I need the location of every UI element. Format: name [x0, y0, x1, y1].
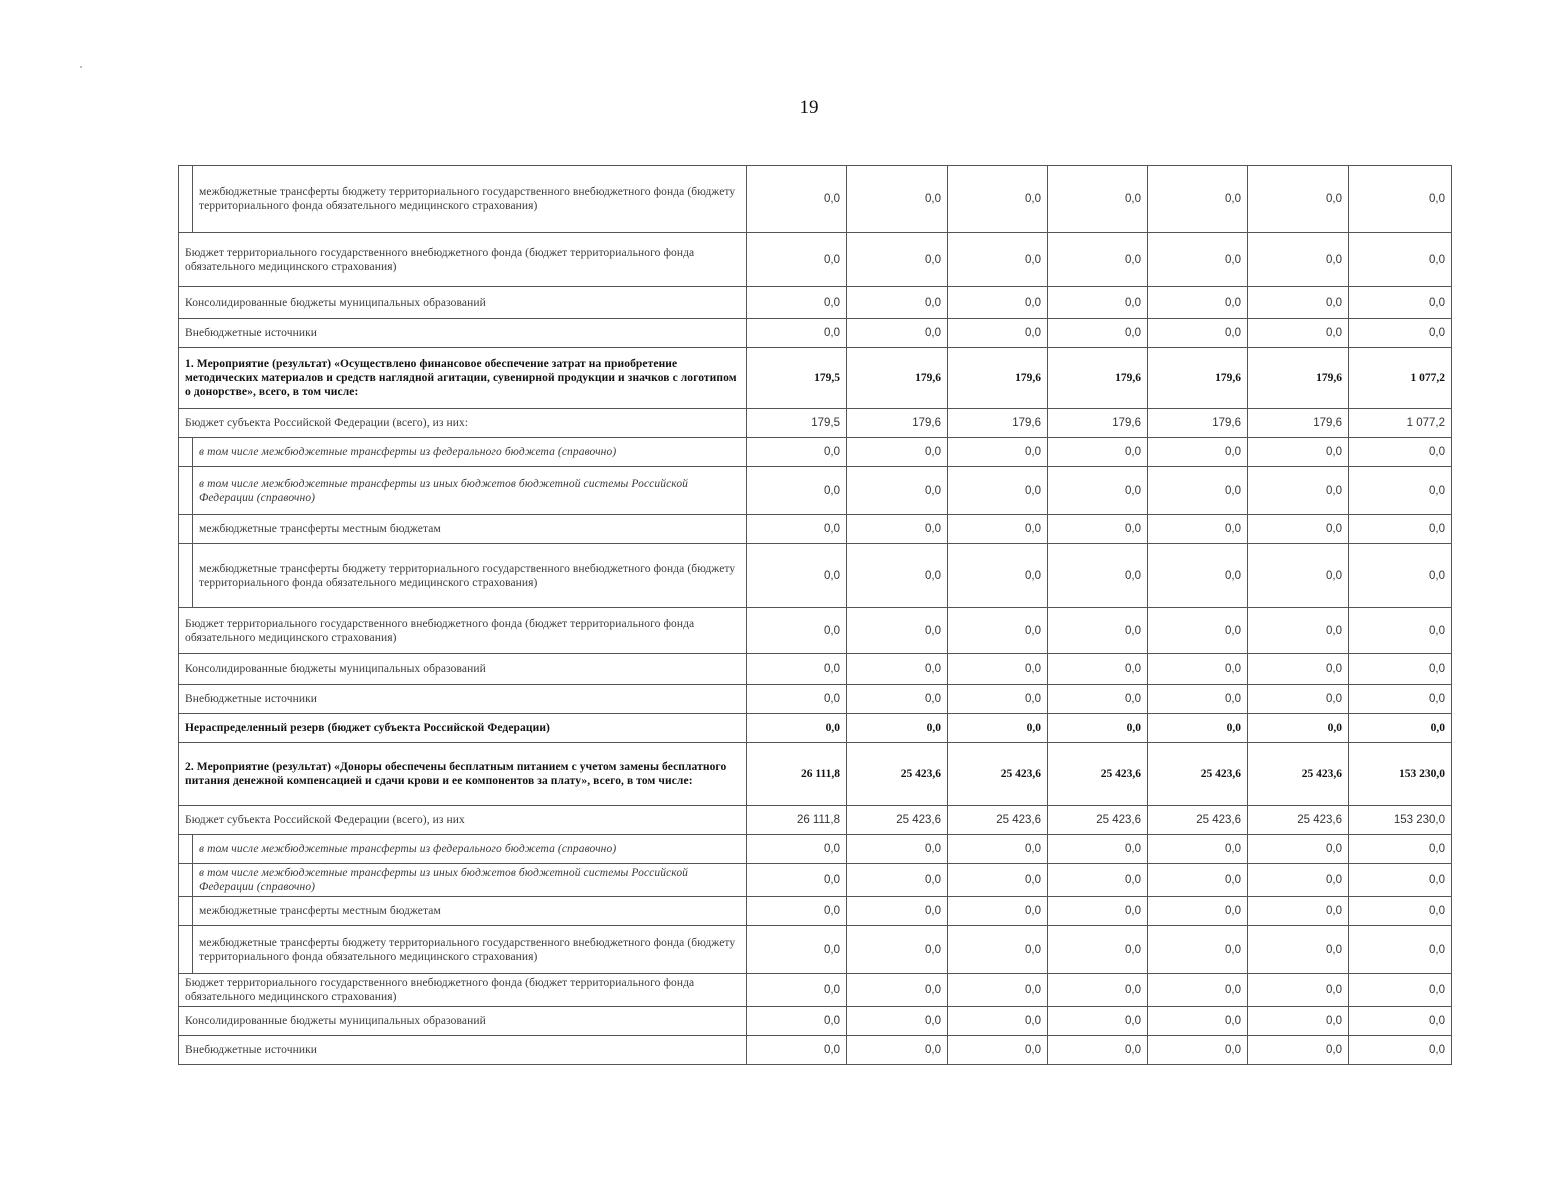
value-cell: 0,0 [1248, 544, 1349, 608]
value-cell: 0,0 [1148, 685, 1248, 714]
value-cell: 0,0 [1349, 1036, 1452, 1065]
value-cell: 0,0 [948, 467, 1048, 515]
value-cell: 0,0 [1048, 287, 1148, 319]
value-cell: 179,6 [847, 409, 948, 438]
value-cell: 179,5 [747, 409, 847, 438]
value-cell: 0,0 [1248, 467, 1349, 515]
value-cell: 0,0 [1048, 467, 1148, 515]
value-cell: 153 230,0 [1349, 806, 1452, 835]
value-cell: 0,0 [747, 714, 847, 743]
indent-cell [179, 166, 193, 233]
value-cell: 0,0 [1248, 835, 1349, 864]
value-cell: 0,0 [747, 974, 847, 1007]
value-cell: 0,0 [1248, 1036, 1349, 1065]
value-cell: 0,0 [847, 714, 948, 743]
value-cell: 26 111,8 [747, 743, 847, 806]
table-row [179, 409, 1452, 438]
value-cell: 0,0 [747, 926, 847, 974]
row-label: межбюджетные трансферты бюджету территориального государственного внебюджетного фонда (бюджету территориального фонда обязательного медицинского страхования) [193, 166, 747, 233]
value-cell: 0,0 [1048, 233, 1148, 287]
value-cell: 0,0 [1349, 166, 1452, 233]
value-cell: 0,0 [747, 654, 847, 685]
value-cell: 0,0 [1048, 926, 1148, 974]
row-label: Бюджет субъекта Российской Федерации (всего), из них: [179, 409, 747, 438]
value-cell: 0,0 [1048, 835, 1148, 864]
table-row [179, 654, 1452, 685]
value-cell: 179,6 [1248, 409, 1349, 438]
row-label: Внебюджетные источники [179, 685, 747, 714]
value-cell: 0,0 [1148, 233, 1248, 287]
value-cell: 0,0 [1148, 438, 1248, 467]
value-cell: 0,0 [1248, 864, 1349, 897]
value-cell: 0,0 [948, 1036, 1048, 1065]
value-cell: 0,0 [1048, 654, 1148, 685]
table-row [179, 515, 1452, 544]
indent-cell [179, 835, 193, 864]
value-cell: 25 423,6 [847, 743, 948, 806]
value-cell: 0,0 [1349, 835, 1452, 864]
table-row [179, 1007, 1452, 1036]
value-cell: 0,0 [747, 515, 847, 544]
value-cell: 0,0 [1248, 974, 1349, 1007]
value-cell: 0,0 [747, 287, 847, 319]
table-row [179, 287, 1452, 319]
value-cell: 179,6 [1148, 348, 1248, 409]
value-cell: 179,6 [948, 409, 1048, 438]
value-cell: 0,0 [1248, 608, 1349, 654]
value-cell: 25 423,6 [1248, 743, 1349, 806]
value-cell: 1 077,2 [1349, 348, 1452, 409]
value-cell: 0,0 [1148, 287, 1248, 319]
value-cell: 0,0 [1148, 166, 1248, 233]
value-cell: 179,6 [1148, 409, 1248, 438]
value-cell: 0,0 [1248, 233, 1349, 287]
table-row [179, 348, 1452, 409]
row-label: в том числе межбюджетные трансферты из иных бюджетов бюджетной системы Российской Федерации (справочно) [193, 467, 747, 515]
row-label: Консолидированные бюджеты муниципальных образований [179, 287, 747, 319]
value-cell: 0,0 [847, 926, 948, 974]
page-number: 19 [799, 97, 819, 118]
value-cell: 0,0 [1148, 544, 1248, 608]
table-row [179, 438, 1452, 467]
value-cell: 0,0 [1148, 654, 1248, 685]
table-row [179, 1036, 1452, 1065]
row-label: 1. Мероприятие (результат) «Осуществлено финансовое обеспечение затрат на приобретение методических материалов и средств наглядной агитации, сувенирной продукции и значков с логотипом о донорстве», всего, в том числе: [179, 348, 747, 409]
value-cell: 0,0 [948, 926, 1048, 974]
value-cell: 0,0 [948, 1007, 1048, 1036]
value-cell: 0,0 [1148, 515, 1248, 544]
value-cell: 0,0 [1248, 287, 1349, 319]
value-cell: 25 423,6 [1248, 806, 1349, 835]
value-cell: 0,0 [1148, 1007, 1248, 1036]
value-cell: 0,0 [1048, 685, 1148, 714]
indent-cell [179, 897, 193, 926]
value-cell: 0,0 [1349, 319, 1452, 348]
value-cell: 25 423,6 [948, 743, 1048, 806]
value-cell: 0,0 [1248, 319, 1349, 348]
value-cell: 0,0 [948, 714, 1048, 743]
value-cell: 0,0 [1248, 897, 1349, 926]
value-cell: 25 423,6 [1048, 743, 1148, 806]
value-cell: 0,0 [1148, 319, 1248, 348]
value-cell: 0,0 [1349, 714, 1452, 743]
table-row [179, 864, 1452, 897]
row-label: в том числе межбюджетные трансферты из федерального бюджета (справочно) [193, 438, 747, 467]
row-label: межбюджетные трансферты бюджету территориального государственного внебюджетного фонда (бюджету территориального фонда обязательного медицинского страхования) [193, 926, 747, 974]
value-cell: 0,0 [847, 835, 948, 864]
value-cell: 0,0 [1148, 835, 1248, 864]
value-cell: 0,0 [847, 467, 948, 515]
value-cell: 0,0 [1349, 1007, 1452, 1036]
scan-dot [80, 66, 82, 68]
value-cell: 0,0 [1349, 287, 1452, 319]
value-cell: 0,0 [847, 287, 948, 319]
row-label: Внебюджетные источники [179, 319, 747, 348]
row-label: 2. Мероприятие (результат) «Доноры обеспечены бесплатным питанием с учетом замены бесплатного питания денежной компенсацией и сдачи крови и ее компонентов за плату», всего, в том числе: [179, 743, 747, 806]
value-cell: 0,0 [1048, 515, 1148, 544]
table-row [179, 835, 1452, 864]
value-cell: 0,0 [1148, 1036, 1248, 1065]
value-cell: 0,0 [1148, 608, 1248, 654]
value-cell: 25 423,6 [948, 806, 1048, 835]
value-cell: 0,0 [1148, 897, 1248, 926]
table-row [179, 806, 1452, 835]
value-cell: 0,0 [847, 897, 948, 926]
value-cell: 0,0 [948, 287, 1048, 319]
row-label: в том числе межбюджетные трансферты из федерального бюджета (справочно) [193, 835, 747, 864]
table-row [179, 319, 1452, 348]
value-cell: 0,0 [847, 544, 948, 608]
value-cell: 0,0 [847, 864, 948, 897]
value-cell: 179,6 [847, 348, 948, 409]
table-row [179, 233, 1452, 287]
value-cell: 0,0 [1248, 515, 1349, 544]
value-cell: 0,0 [1248, 685, 1349, 714]
value-cell: 0,0 [847, 608, 948, 654]
table-row [179, 467, 1452, 515]
value-cell: 0,0 [1048, 897, 1148, 926]
value-cell: 0,0 [948, 544, 1048, 608]
value-cell: 0,0 [1148, 864, 1248, 897]
value-cell: 0,0 [948, 974, 1048, 1007]
indent-cell [179, 467, 193, 515]
indent-cell [179, 926, 193, 974]
value-cell: 0,0 [1048, 1036, 1148, 1065]
value-cell: 0,0 [1248, 166, 1349, 233]
value-cell: 0,0 [747, 233, 847, 287]
value-cell: 0,0 [1349, 544, 1452, 608]
value-cell: 153 230,0 [1349, 743, 1452, 806]
value-cell: 0,0 [1248, 654, 1349, 685]
value-cell: 0,0 [1048, 714, 1148, 743]
indent-cell [179, 544, 193, 608]
row-label: в том числе межбюджетные трансферты из иных бюджетов бюджетной системы Российской Федерации (справочно) [193, 864, 747, 897]
table-body [179, 166, 1452, 1065]
value-cell: 0,0 [747, 166, 847, 233]
table-row [179, 544, 1452, 608]
value-cell: 0,0 [1349, 897, 1452, 926]
value-cell: 179,6 [1048, 409, 1148, 438]
value-cell: 0,0 [747, 438, 847, 467]
row-label: Бюджет территориального государственного внебюджетного фонда (бюджет территориального фонда обязательного медицинского страхования) [179, 608, 747, 654]
value-cell: 0,0 [1349, 438, 1452, 467]
value-cell: 0,0 [948, 233, 1048, 287]
value-cell: 0,0 [1349, 685, 1452, 714]
value-cell: 0,0 [948, 515, 1048, 544]
value-cell: 0,0 [1148, 467, 1248, 515]
value-cell: 0,0 [948, 166, 1048, 233]
value-cell: 0,0 [747, 835, 847, 864]
value-cell: 0,0 [1048, 974, 1148, 1007]
value-cell: 0,0 [1349, 654, 1452, 685]
table-row [179, 714, 1452, 743]
value-cell: 0,0 [1248, 1007, 1349, 1036]
value-cell: 0,0 [747, 897, 847, 926]
value-cell: 0,0 [847, 1036, 948, 1065]
value-cell: 0,0 [1349, 233, 1452, 287]
value-cell: 0,0 [747, 1036, 847, 1065]
row-label: Консолидированные бюджеты муниципальных образований [179, 654, 747, 685]
value-cell: 0,0 [1248, 714, 1349, 743]
value-cell: 0,0 [1349, 608, 1452, 654]
indent-cell [179, 864, 193, 897]
value-cell: 0,0 [847, 515, 948, 544]
value-cell: 179,6 [1048, 348, 1148, 409]
value-cell: 0,0 [747, 864, 847, 897]
value-cell: 0,0 [948, 319, 1048, 348]
value-cell: 0,0 [747, 467, 847, 515]
value-cell: 0,0 [1048, 1007, 1148, 1036]
value-cell: 0,0 [948, 835, 1048, 864]
row-label: межбюджетные трансферты местным бюджетам [193, 515, 747, 544]
value-cell: 0,0 [1048, 438, 1148, 467]
value-cell: 0,0 [1048, 319, 1148, 348]
value-cell: 0,0 [1349, 467, 1452, 515]
value-cell: 0,0 [1248, 438, 1349, 467]
table-row [179, 608, 1452, 654]
value-cell: 0,0 [1349, 515, 1452, 544]
table-row [179, 897, 1452, 926]
value-cell: 0,0 [1148, 926, 1248, 974]
value-cell: 0,0 [847, 319, 948, 348]
table-row [179, 974, 1452, 1007]
value-cell: 0,0 [747, 685, 847, 714]
budget-table [178, 165, 1452, 1065]
value-cell: 0,0 [747, 1007, 847, 1036]
table-row [179, 743, 1452, 806]
row-label: Бюджет субъекта Российской Федерации (всего), из них [179, 806, 747, 835]
value-cell: 0,0 [847, 166, 948, 233]
row-label: межбюджетные трансферты местным бюджетам [193, 897, 747, 926]
value-cell: 0,0 [1148, 974, 1248, 1007]
row-label: межбюджетные трансферты бюджету территориального государственного внебюджетного фонда (бюджету территориального фонда обязательного медицинского страхования) [193, 544, 747, 608]
table-row [179, 685, 1452, 714]
value-cell: 0,0 [1048, 608, 1148, 654]
table-row [179, 926, 1452, 974]
value-cell: 0,0 [948, 897, 1048, 926]
indent-cell [179, 515, 193, 544]
value-cell: 0,0 [747, 608, 847, 654]
value-cell: 0,0 [1048, 864, 1148, 897]
value-cell: 0,0 [1349, 926, 1452, 974]
value-cell: 0,0 [847, 438, 948, 467]
value-cell: 179,5 [747, 348, 847, 409]
value-cell: 0,0 [1349, 974, 1452, 1007]
value-cell: 25 423,6 [1048, 806, 1148, 835]
value-cell: 1 077,2 [1349, 409, 1452, 438]
value-cell: 0,0 [948, 685, 1048, 714]
value-cell: 0,0 [1349, 864, 1452, 897]
value-cell: 0,0 [1048, 544, 1148, 608]
value-cell: 0,0 [948, 654, 1048, 685]
value-cell: 25 423,6 [847, 806, 948, 835]
value-cell: 0,0 [847, 974, 948, 1007]
value-cell: 0,0 [948, 438, 1048, 467]
value-cell: 179,6 [948, 348, 1048, 409]
indent-cell [179, 438, 193, 467]
value-cell: 0,0 [948, 608, 1048, 654]
value-cell: 0,0 [747, 544, 847, 608]
row-label: Бюджет территориального государственного внебюджетного фонда (бюджет территориального фонда обязательного медицинского страхования) [179, 233, 747, 287]
value-cell: 0,0 [847, 685, 948, 714]
value-cell: 0,0 [747, 319, 847, 348]
value-cell: 25 423,6 [1148, 743, 1248, 806]
value-cell: 0,0 [1248, 926, 1349, 974]
value-cell: 26 111,8 [747, 806, 847, 835]
row-label: Бюджет территориального государственного внебюджетного фонда (бюджет территориального фонда обязательного медицинского страхования) [179, 974, 747, 1007]
value-cell: 0,0 [847, 233, 948, 287]
value-cell: 179,6 [1248, 348, 1349, 409]
table-row [179, 166, 1452, 233]
value-cell: 0,0 [1048, 166, 1148, 233]
row-label: Нераспределенный резерв (бюджет субъекта Российской Федерации) [179, 714, 747, 743]
value-cell: 25 423,6 [1148, 806, 1248, 835]
value-cell: 0,0 [847, 654, 948, 685]
value-cell: 0,0 [1148, 714, 1248, 743]
row-label: Внебюджетные источники [179, 1036, 747, 1065]
value-cell: 0,0 [948, 864, 1048, 897]
value-cell: 0,0 [847, 1007, 948, 1036]
row-label: Консолидированные бюджеты муниципальных образований [179, 1007, 747, 1036]
